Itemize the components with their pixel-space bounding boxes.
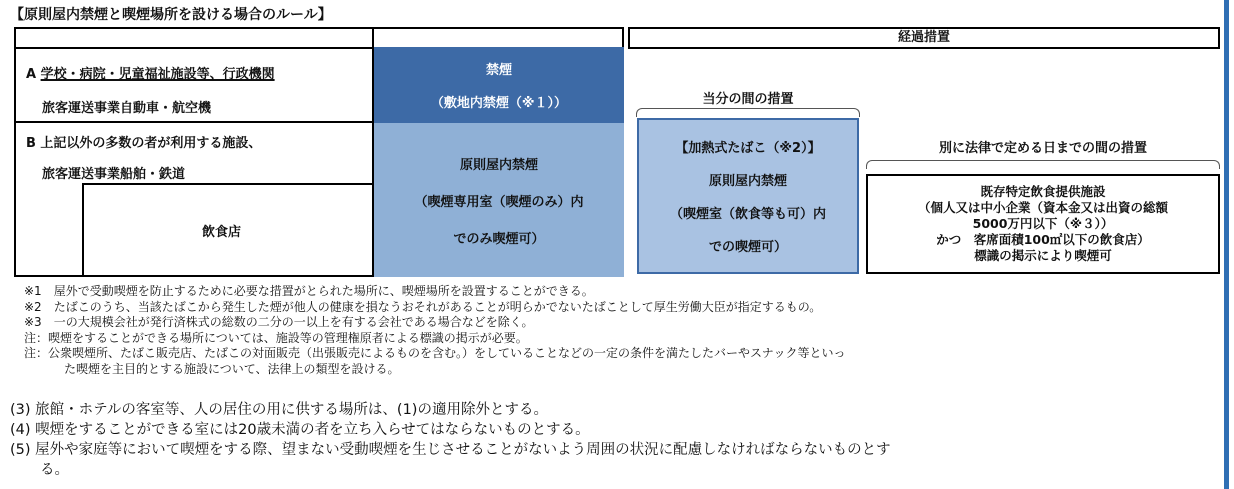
page-edge-bar xyxy=(1224,0,1229,489)
page-title: 【原則屋内禁煙と喫煙場所を設ける場合のルール】 xyxy=(10,7,332,23)
interim-bracket xyxy=(636,108,860,117)
rule-indoor-ban: 原則屋内禁煙 xyxy=(459,157,538,173)
footnote-continuation: た喫煙を主目的とする施設について、法律上の類型を設ける。 xyxy=(64,361,400,376)
row-a-facilities: 学校・病院・児童福祉施設等、行政機関 xyxy=(40,67,275,82)
row-a-prefix: A xyxy=(26,67,41,82)
row-b-transport: 旅客運送事業船舶・鉄道 xyxy=(42,167,186,182)
footnote: 注：喫煙をすることができる場所については、施設等の管理権原者による標識の掲示が必要。 xyxy=(24,330,528,345)
footnote: 注：公衆喫煙所、たばこ販売店、たばこの対面販売（出張販売によるものを含む。）をしていることなどの一定の条件を満たしたバーやスナック等といっ xyxy=(24,346,846,360)
rule-item: (4) 喫煙をすることができる室には20歳未満の者を立ち入らせてはならないものとする。 xyxy=(10,422,590,438)
rule-premises-ban: （敷地内禁煙（※１）） xyxy=(430,96,568,111)
row-b-title: B 上記以外の多数の者が利用する施設、 xyxy=(26,136,262,151)
heated-smoking-room-cont: での喫煙可） xyxy=(708,240,787,255)
existing-sign-rule: 標識の掲示により喫煙可 xyxy=(974,248,1112,263)
heated-tobacco-cell xyxy=(637,118,859,274)
rule-no-smoking-cell xyxy=(374,47,624,123)
footnote: ※3 一の大規模会社が発行済株式の総数の二分の一以上を有する会社である場合などを除く。 xyxy=(24,315,534,329)
existing-condition-2: 5000万円以下（※３）） xyxy=(972,216,1114,231)
row-a-title xyxy=(26,63,275,82)
law-bracket xyxy=(866,160,1220,169)
rule-item-continuation: る。 xyxy=(40,462,69,478)
heated-smoking-room: （喫煙室（飲食等も可）内 xyxy=(669,207,826,222)
existing-title: 既存特定飲食提供施設 xyxy=(980,184,1106,199)
header-transitional: 経過措置 xyxy=(628,27,1220,49)
interim-label: 当分の間の措置 xyxy=(702,92,794,107)
rule-smoking-room: （喫煙専用室（喫煙のみ）内 xyxy=(414,194,584,210)
rule-item: (5) 屋外や家庭等において喫煙をする際、望まない受動喫煙を生じさせることがないよう周囲の状況に配慮しなければならないものとす xyxy=(10,442,891,458)
row-a-transport: 旅客運送事業自動車・航空機 xyxy=(42,101,212,116)
existing-condition-1: （個人又は中小企業（資本金又は出資の総額 xyxy=(917,200,1168,215)
footnote: ※2 たばこのうち、当該たばこから発生した煙が他人の健康を損なうおそれがあることが明らかでないたばことして厚生労働大臣が指定するもの。 xyxy=(24,299,822,314)
rule-items xyxy=(10,400,891,480)
footnote: ※1 屋外で受動喫煙を防止するために必要な措置がとられた場所に、喫煙場所を設置することができる。 xyxy=(24,284,594,298)
heated-tobacco-title: 【加熱式たばこ（※2）】 xyxy=(675,141,821,156)
law-measure-label: 別に法律で定める日までの間の措置 xyxy=(938,141,1147,156)
rule-item: (3) 旅館・ホテルの客室等、人の居住の用に供する場所は、(1)の適用除外とする。 xyxy=(10,402,548,418)
restaurant-label: 飲食店 xyxy=(202,225,242,240)
header-cell-rule xyxy=(372,27,624,49)
header-cell-facility xyxy=(14,27,374,49)
existing-restaurant-cell xyxy=(866,174,1220,274)
heated-indoor-ban: 原則屋内禁煙 xyxy=(708,174,787,189)
rule-no-smoking: 禁煙 xyxy=(485,63,512,78)
rule-indoor-ban-cell xyxy=(374,123,624,277)
rule-smoking-room-cont: でのみ喫煙可） xyxy=(453,231,545,247)
existing-condition-3: かつ 客席面積100㎡以下の飲食店） xyxy=(936,232,1150,247)
footnotes xyxy=(24,284,846,377)
